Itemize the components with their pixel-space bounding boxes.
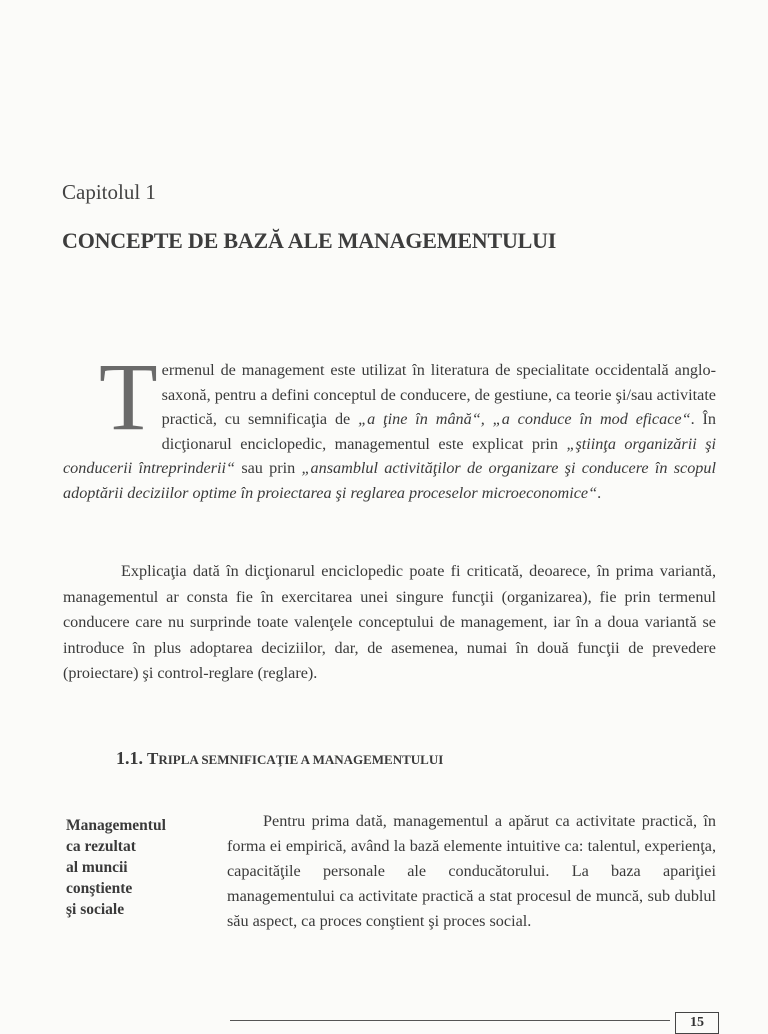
paragraph-2: Explicaţia dată în dicţionarul enciclopedic poate fi criticată, deoarece, în prima variantă, managementul ar consta fie în exercitarea unei singure funcţii (organizarea), fie prin termenul conducere care nu surprinde toate valenţele conceptului de management, iar în a doua variantă se introduce în plus adoptarea deciziilor, dar, de asemenea, numai în două funcţii de prevedere (proiectare) şi control-reglare (reglare). [63,562,716,683]
intro-quote-2: „ştiinţa organizării şi conducerii întreprinderii“ [63,434,716,478]
side-note-line: conştiente [66,880,133,897]
intro-text-2: . În dicţionarul enciclopedic, managementul este explicat prin [161,410,716,453]
side-note-line: al muncii [66,859,128,876]
drop-cap: T [99,343,158,450]
paragraph-3: Pentru prima dată, managementul a apărut ca activitate practică, în forma ei empirică, având la bază elemente intuitive ca: talentul, experienţa, capacităţile personale ale conducătorului. La baza apariţiei managementului ca activitate practică a stat procesul de muncă, sub dublul său aspect, ca proces conştient şi proces social. [227,812,716,930]
chapter-title: CONCEPTE DE BAZĂ ALE MANAGEMENTULUI [62,228,557,253]
intro-paragraph [63,343,716,506]
intro-quote-3: „ansamblul activităţilor de organizare şi conducere în scopul adoptării deciziilor optime în proiectarea şi reglarea proceselor microeconomice“ [63,459,716,502]
section-heading [116,748,443,769]
intro-text-1: ermenul de management este utilizat în literatura de specialitate occidentală anglo-saxonă, pentru a defini conceptul de conducere, de gestiune, ca teorie şi/sau activitate practică, cu semnificaţia de [161,361,716,429]
side-note-line: şi sociale [66,901,125,918]
intro-text-3: sau prin [235,459,302,478]
chapter-label: Capitolul 1 [62,180,156,204]
section-title-rest: RIPLA SEMNIFICAŢIE A MANAGEMENTULUI [158,752,444,767]
page-number: 15 [675,1012,719,1034]
section-title-initial: T [147,749,159,768]
side-note-line: ca rezultat [66,838,136,855]
side-note-line: Managementul [66,817,166,834]
intro-quote-1: „a ţine în mână“, „a conduce în mod eficace“ [358,410,691,429]
footer-rule [230,1020,670,1021]
intro-text-4: . [597,483,602,502]
section-number: 1.1. [116,748,143,768]
side-note [66,815,206,920]
